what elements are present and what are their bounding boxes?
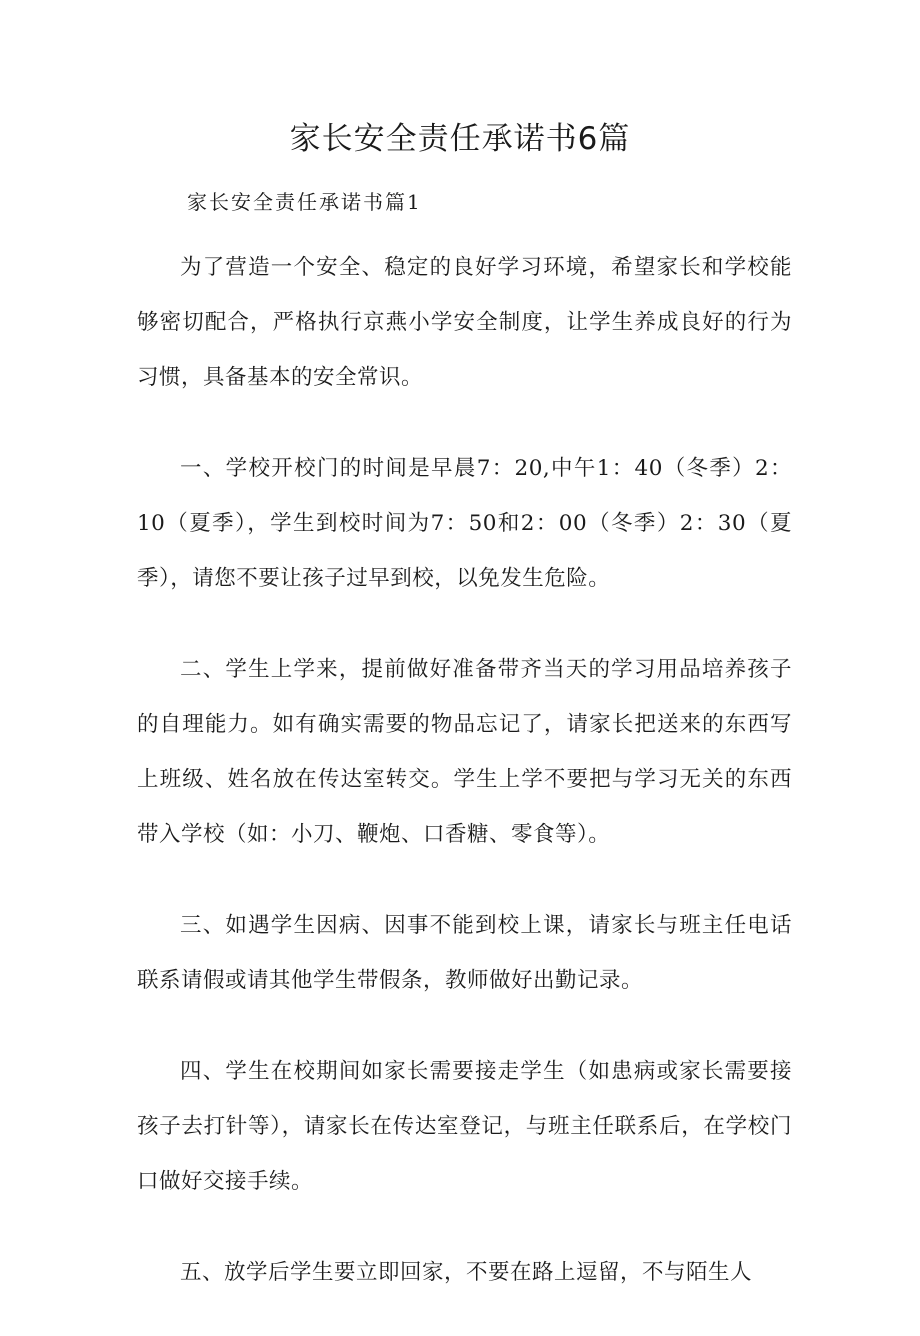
document-title: 家长安全责任承诺书6篇 <box>289 121 631 157</box>
paragraph-intro: 为了营造一个安全、稳定的良好学习环境，希望家长和学校能够密切配合，严格执行京燕小学安全制度，让学生养成良好的行为习惯，具备基本的安全常识。 <box>137 255 792 390</box>
paragraph-item-5: 五、放学后学生要立即回家，不要在路上逗留，不与陌生人 <box>180 1260 753 1285</box>
paragraph-item-4: 四、学生在校期间如家长需要接走学生（如患病或家长需要接孩子去打针等），请家长在传达室登记，与班主任联系后，在学校门口做好交接手续。 <box>137 1059 792 1194</box>
paragraph-item-2: 二、学生上学来，提前做好准备带齐当天的学习用品培养孩子的自理能力。如有确实需要的物品忘记了，请家长把送来的东西写上班级、姓名放在传达室转交。学生上学不要把与学习无关的东西带入学校（如：小刀、鞭炮、口香糖、零食等）。 <box>137 657 792 847</box>
section-heading: 家长安全责任承诺书篇1 <box>187 190 422 214</box>
paragraph-item-3: 三、如遇学生因病、因事不能到校上课，请家长与班主任电话联系请假或请其他学生带假条，教师做好出勤记录。 <box>137 913 792 993</box>
document-body <box>137 240 792 1336</box>
paragraph-item-1: 一、学校开校门的时间是早晨7：20,中午1：40（冬季）2：10（夏季），学生到校时间为7：50和2：00（冬季）2：30（夏季），请您不要让孩子过早到校，以免发生危险。 <box>137 456 792 591</box>
